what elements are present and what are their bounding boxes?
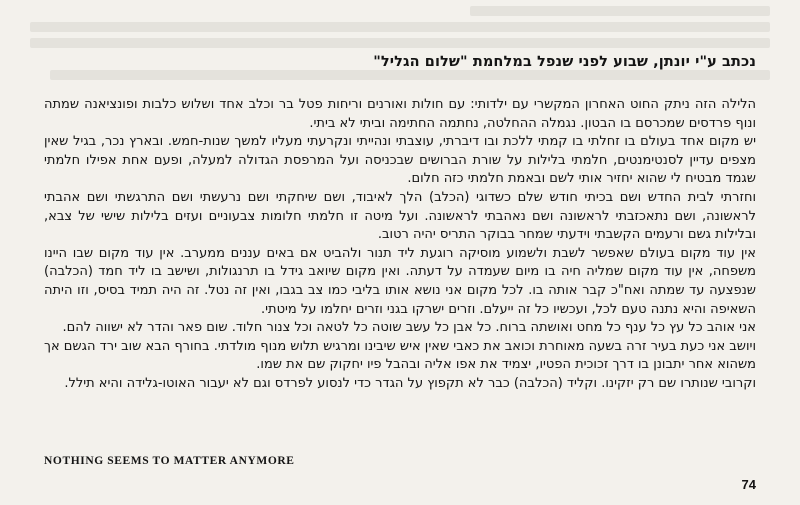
letter-heading: נכתב ע"י יונתן, שבוע לפני שנפל במלחמת "שלום הגליל" bbox=[373, 54, 756, 70]
caption: NOTHING SEEMS TO MATTER ANYMORE bbox=[44, 455, 295, 467]
show-through-text bbox=[0, 0, 800, 90]
paragraph: אני אוהב כל עץ כל ענף כל מחט ואושתה ברוח. כל אבן כל עשב שוטה כל לטאה וכל צנור חלוד. שום פאר והדר לא ישווה להם. bbox=[62, 320, 756, 336]
paragraph: ויושב אני כעת בעיר זרה בשעה מאוחרת וכואב את כאבי שאין איש שיבינו ומרגיש תלוש מנוף מולדתי. בחורף הבא שוב ירד הגשם אך משהוא אחר יתבונן בו דרך זכוכית הפטיו, יצמיד את אפו אליה ובהבל פיו יחקוק שם את שמו. bbox=[44, 338, 756, 373]
paragraph: הלילה הזה ניתק החוט האחרון המקשרי עם ילדותי: עם חולות ואורנים וריחות פטל בר וכלב אחד ושלוש כלבות ופונציאנה שמתה ונוף פרדסים שמכרסם בו הבטון. נגמלה ההחלטה, נחתמה החתימה וביתי לא ביתי. bbox=[44, 97, 756, 131]
paragraph: יש מקום אחד בעולם בו זחלתי בו קמתי ללכת ובו דיברתי, עוצבתי ונהייתי ונקרעתי מעליו למשך שנות-חמש. ובארץ נכר, בגיל שאין מצפים עדיין לסנטימנטים, חלמתי בלילות על שורת הברושים שבכניסה ועל המרפסת הגדולה למעלה, ופעם אחת אפילו חלמתי שגמד מבטיח לי שהוא יחזיר אותי לשם ובאמת חלמתי כזה חלום. bbox=[44, 134, 756, 187]
paragraph: אין עוד מקום בעולם שאפשר לשבת ולשמוע מוסיקה רוגעת ליד תנור ולהביט אם באים עננים ממערב. אין עוד מקום שבו היינו משפחה, אין עוד מקום שמליה חיה בו מיום שעמדה על דעתה. ואין מקום שיואב גידל בו תרנגולות, ושישב בו ליד חמד (הכלבה) שנפצעה עד שמתה ואח"כ קבר אותה בו. לכל מקום אני נושא אותו בליבי כמו צב בגבו, ואין זה נטל. זה היה תמיד בסיס, וזו היתה השאיפה והיא נתנה טעם לכל, ועכשיו כל זה ייעלם. וזרים ישרקו בגני וזרים יחלמו על מיטתי. bbox=[44, 245, 756, 317]
paragraph: וחזרתי לבית החדש ושם בכיתי חודש שלם כשדוגי (הכלב) הלך לאיבוד, ושם שיחקתי ושם נרעשתי ושם התרגשתי ושם אהבתי לראשונה, ושם נתאכזבתי לראשונה ושם נאהבתי לראשונה. ועל מיטה זו חלמתי חלומות צבעוניים ועזים בלילות שישי של צבא, ובלילות גשם ורעמים הקשבתי וידעתי שמחר בבוקר התריס יהיה רטוב. bbox=[44, 189, 756, 243]
paragraph: וקרובי שנותרו שם רק יזקינו. וקליד (הכלבה) כבר לא תקפוץ על הגדר כדי לנסוע לפרדס וגם לא יעבור האוטו-גלידה והיא תילל. bbox=[64, 375, 756, 391]
letter-body bbox=[44, 96, 756, 394]
page-number: 74 bbox=[741, 477, 756, 492]
